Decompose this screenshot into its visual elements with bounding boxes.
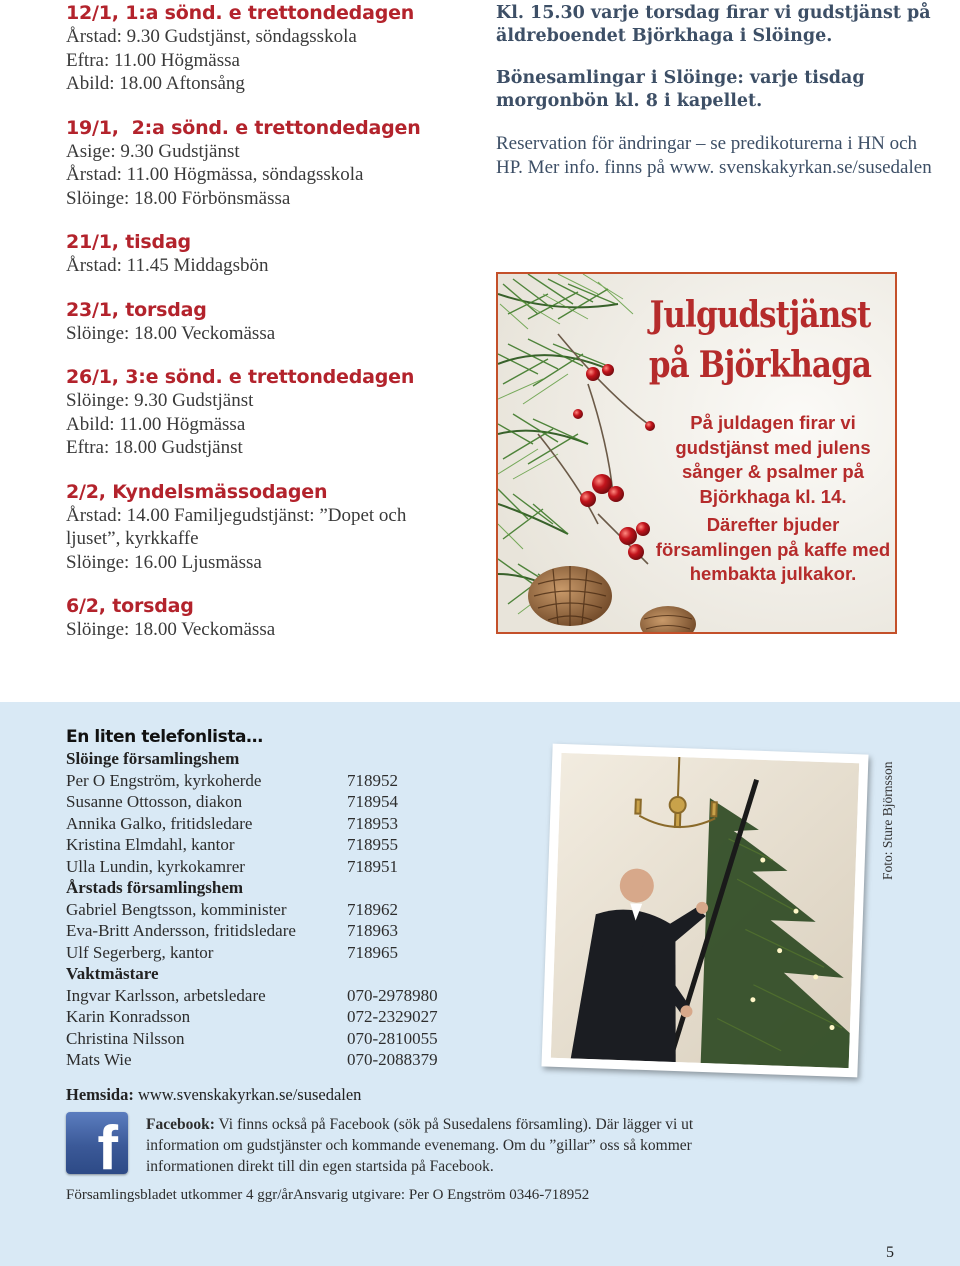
- contact-number: 718954: [347, 792, 398, 811]
- christmas-title-line: på Björkhaga: [648, 344, 872, 386]
- day-heading: 12/1, 1:a sönd. e trettondedagen: [66, 2, 415, 24]
- schedule-day: [66, 481, 476, 575]
- schedule-day: [66, 117, 476, 211]
- contact-number: 072-2329027: [347, 1007, 438, 1026]
- homepage-line: [66, 1085, 361, 1105]
- service-line: Årstad: 11.45 Middagsbön: [66, 255, 269, 276]
- facebook-info: [146, 1114, 726, 1177]
- phone-group-heading: Slöinge församlingshem: [66, 749, 240, 768]
- schedule-day: [66, 595, 476, 642]
- contact-name: Christina Nilsson: [66, 1028, 185, 1048]
- contact-number: 718952: [347, 770, 398, 790]
- service-line: Abild: 11.00 Högmässa: [66, 413, 246, 435]
- schedule-day: [66, 231, 476, 278]
- contact-name: Susanne Ottosson, diakon: [66, 792, 243, 811]
- phone-row: [66, 1049, 486, 1071]
- day-heading: 23/1, torsdag: [66, 298, 207, 321]
- contact-number: 718962: [347, 899, 398, 919]
- service-line: Slöinge: 18.00 Veckomässa: [66, 619, 276, 640]
- service-line: Slöinge: 16.00 Ljusmässa: [66, 551, 262, 573]
- phone-group-heading: Vaktmästare: [66, 964, 159, 983]
- publication-info: Församlingsbladet utkommer 4 ggr/årAnsvarig utgivare: Per O Engström 0346-718952: [66, 1187, 590, 1203]
- phone-row: [66, 834, 486, 856]
- contact-number: 718953: [347, 813, 398, 833]
- photo-credit: Foto: Sture Björnsson: [880, 761, 895, 880]
- schedule-day: [66, 299, 476, 346]
- christmas-title: [648, 290, 872, 390]
- contact-name: Annika Galko, fritidsledare: [66, 813, 253, 833]
- contact-number: 718955: [347, 835, 398, 854]
- contact-name: Ingvar Karlsson, arbetsledare: [66, 985, 266, 1005]
- christmas-coffee-info: Därefter bjuder församlingen på kaffe med hembakta julkakor.: [655, 514, 891, 584]
- phone-row: [66, 899, 486, 921]
- thursday-service-note: Kl. 15.30 varje torsdag firar vi gudstjänst på äldreboendet Björkhaga i Slöinge.: [496, 3, 931, 46]
- facebook-icon[interactable]: [66, 1112, 128, 1174]
- christmas-text: [648, 411, 897, 587]
- contact-name: Eva-Britt Andersson, fritidsledare: [66, 921, 296, 940]
- service-line: Eftra: 18.00 Gudstjänst: [66, 437, 243, 458]
- service-line: Årstad: 14.00 Familjegudstjänst: ”Dopet och ljuset”, kyrkkaffe: [66, 504, 407, 549]
- contact-name: Ulla Lundin, kyrkokamrer: [66, 856, 245, 876]
- service-line: Slöinge: 18.00 Förbönsmässa: [66, 187, 291, 209]
- contact-number: 070-2978980: [347, 985, 438, 1005]
- christmas-title-line: Julgudstjänst: [649, 294, 871, 336]
- facebook-label: Facebook:: [146, 1116, 215, 1133]
- contact-name: Ulf Segerberg, kantor: [66, 942, 214, 962]
- contact-name: Karin Konradsson: [66, 1007, 191, 1026]
- service-schedule: [66, 2, 476, 663]
- phone-row: [66, 985, 486, 1007]
- photo-illustration: [551, 753, 859, 1068]
- service-line: Asige: 9.30 Gudstjänst: [66, 140, 240, 162]
- phone-row: [66, 791, 486, 813]
- phone-list-title: En liten telefonlista…: [66, 727, 263, 747]
- facebook-text: Vi finns också på Facebook (sök på Susedalens församling). Där lägger vi ut information om gudstjänster och kommande evenemang. Om du ”gillar” oss så kommer informationen direkt till din egen startsida på Facebook.: [146, 1116, 694, 1175]
- phone-row: [66, 770, 486, 792]
- service-line: Eftra: 11.00 Högmässa: [66, 49, 240, 71]
- day-heading: 2/2, Kyndelsmässodagen: [66, 480, 328, 503]
- phone-list: [66, 726, 486, 1071]
- candle-lighting-photo: [541, 744, 868, 1078]
- contact-name: Kristina Elmdahl, kantor: [66, 835, 235, 854]
- contact-number: 070-2088379: [347, 1050, 438, 1069]
- phone-row: [66, 856, 486, 878]
- schedule-day: [66, 2, 476, 96]
- contact-name: Mats Wie: [66, 1050, 132, 1069]
- contact-number: 718951: [347, 856, 398, 876]
- prayer-meeting-note: Bönesamlingar i Slöinge: varje tisdag morgonbön kl. 8 i kapellet.: [496, 68, 865, 111]
- service-line: Slöinge: 9.30 Gudstjänst: [66, 390, 254, 411]
- contact-name: Per O Engström, kyrkoherde: [66, 770, 262, 790]
- service-line: Slöinge: 18.00 Veckomässa: [66, 322, 276, 344]
- contact-number: 718965: [347, 942, 398, 962]
- christmas-service-box: [496, 272, 897, 634]
- service-line: Årstad: 11.00 Högmässa, söndagsskola: [66, 164, 364, 185]
- info-text: [496, 2, 936, 180]
- service-line: Årstad: 9.30 Gudstjänst, söndagsskola: [66, 26, 357, 47]
- homepage-label: Hemsida:: [66, 1085, 134, 1104]
- phone-row: [66, 813, 486, 835]
- day-heading: 21/1, tisdag: [66, 231, 191, 253]
- facebook-icon-letter: f: [97, 1114, 118, 1174]
- schedule-day: [66, 366, 476, 460]
- page-number: 5: [886, 1244, 894, 1261]
- reservation-note: Reservation för ändringar – se predikoturerna i HN och HP. Mer info. finns på www. svenskakyrkan.se/susedalen: [496, 133, 932, 178]
- christmas-service-info: På juldagen firar vi gudstjänst med julens sånger & psalmer på Björkhaga kl. 14.: [675, 412, 871, 507]
- day-heading: 26/1, 3:e sönd. e trettondedagen: [66, 366, 415, 388]
- contact-number: 070-2810055: [347, 1028, 438, 1048]
- service-line: Abild: 18.00 Aftonsång: [66, 73, 245, 94]
- phone-group-heading: Årstads församlingshem: [66, 878, 244, 897]
- day-heading: 19/1, 2:a sönd. e trettondedagen: [66, 116, 421, 139]
- phone-row: [66, 1028, 486, 1050]
- day-heading: 6/2, torsdag: [66, 595, 194, 617]
- phone-row: [66, 920, 486, 942]
- phone-row: [66, 942, 486, 964]
- phone-row: [66, 1006, 486, 1028]
- homepage-link[interactable]: www.svenskakyrkan.se/susedalen: [137, 1085, 362, 1104]
- contact-number: 718963: [347, 921, 398, 940]
- contact-name: Gabriel Bengtsson, komminister: [66, 899, 287, 919]
